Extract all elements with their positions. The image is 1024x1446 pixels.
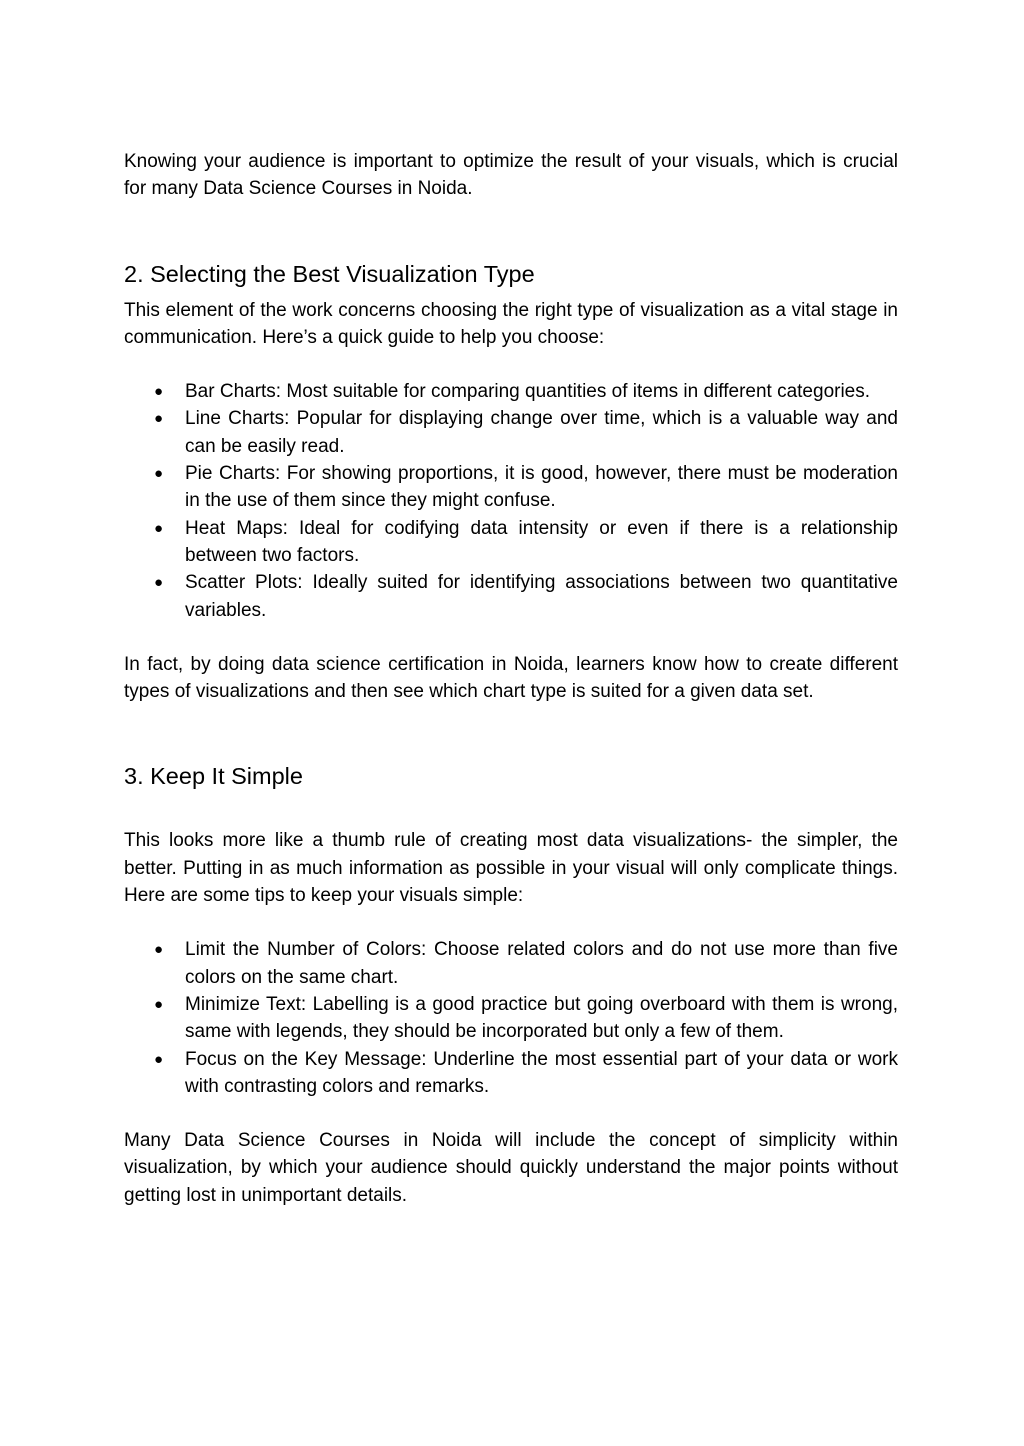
list-item-text: Pie Charts: For showing proportions, it is good, however, there must be moderation in the use of them since they might confuse. bbox=[185, 463, 898, 512]
section-2-bullet-list bbox=[124, 378, 898, 624]
bullet-icon: ● bbox=[154, 1050, 164, 1068]
list-item bbox=[124, 936, 898, 991]
section-2-intro-paragraph: This element of the work concerns choosing the right type of visualization as a vital stage in communication. Here’s a quick guide to help you choose: bbox=[124, 299, 898, 348]
section-3-heading: 3. Keep It Simple bbox=[124, 763, 303, 790]
list-item-text: Limit the Number of Colors: Choose related colors and do not use more than five colors on the same chart. bbox=[185, 939, 898, 988]
list-item-text: Line Charts: Popular for displaying change over time, which is a valuable way and can be easily read. bbox=[185, 408, 898, 457]
section-3-intro-paragraph: This looks more like a thumb rule of creating most data visualizations- the simpler, the better. Putting in as much information as possible in your visual will only complicate things. Here are some tips to keep your visuals simple: bbox=[124, 830, 898, 907]
list-item-text: Bar Charts: Most suitable for comparing quantities of items in different categories. bbox=[185, 381, 871, 403]
list-item bbox=[124, 515, 898, 570]
section-3-outro-paragraph: Many Data Science Courses in Noida will include the concept of simplicity within visualization, by which your audience should quickly understand the major points without getting lost in unimportant details. bbox=[124, 1130, 898, 1206]
list-item bbox=[124, 460, 898, 515]
list-item-text: Focus on the Key Message: Underline the most essential part of your data or work with contrasting colors and remarks. bbox=[185, 1048, 898, 1097]
list-item bbox=[124, 405, 898, 460]
bullet-icon: ● bbox=[154, 383, 164, 401]
list-item-text: Minimize Text: Labelling is a good practice but going overboard with them is wrong, same with legends, they should be incorporated but only a few of them. bbox=[185, 993, 898, 1043]
intro-paragraph: Knowing your audience is important to optimize the result of your visuals, which is crucial for many Data Science Courses in Noida. bbox=[124, 151, 898, 200]
bullet-icon: ● bbox=[154, 995, 164, 1013]
section-2-heading: 2. Selecting the Best Visualization Type bbox=[124, 260, 535, 287]
section-2-outro-paragraph: In fact, by doing data science certification in Noida, learners know how to create different types of visualizations and then see which chart type is suited for a given data set. bbox=[124, 653, 898, 703]
list-item-text: Scatter Plots: Ideally suited for identifying associations between two quantitative variables. bbox=[185, 572, 898, 621]
list-item bbox=[124, 1046, 898, 1101]
bullet-icon: ● bbox=[154, 519, 164, 537]
bullet-icon: ● bbox=[154, 941, 164, 959]
list-item bbox=[124, 991, 898, 1046]
bullet-icon: ● bbox=[154, 465, 164, 483]
list-item bbox=[124, 569, 898, 624]
section-3-bullet-list bbox=[124, 936, 898, 1100]
bullet-icon: ● bbox=[154, 410, 164, 428]
bullet-icon: ● bbox=[154, 574, 164, 592]
list-item bbox=[124, 378, 898, 405]
document-page bbox=[124, 148, 898, 1209]
list-item-text: Heat Maps: Ideal for codifying data intensity or even if there is a relationship between two factors. bbox=[185, 517, 898, 566]
